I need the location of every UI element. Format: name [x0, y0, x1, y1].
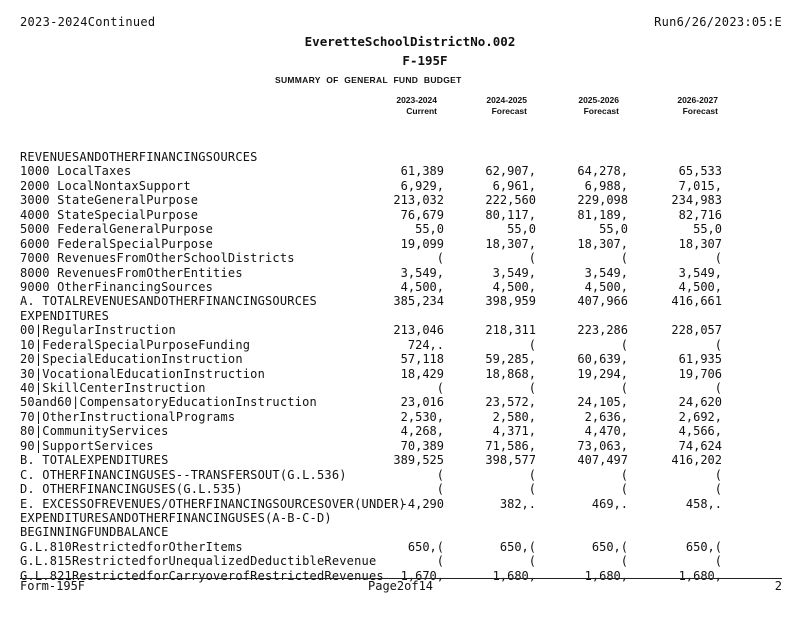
- table-row: [0, 439, 800, 453]
- row-value-col-4: 2,692,: [678, 409, 722, 424]
- row-value-col-1: 213,046: [393, 323, 444, 338]
- table-row: [0, 338, 800, 352]
- district-title: EveretteSchoolDistrictNo.002: [304, 34, 516, 49]
- row-value-col-1: (: [436, 554, 444, 569]
- row-value-col-2: 23,572,: [485, 395, 536, 410]
- table-row: [0, 497, 800, 511]
- table-row: [0, 323, 800, 337]
- table-row: [0, 280, 800, 294]
- row-value-col-1: (: [436, 381, 444, 395]
- table-row: [0, 237, 800, 251]
- row-value-col-1: 61,389: [400, 164, 444, 179]
- row-value-col-2: 59,285,: [485, 352, 536, 367]
- row-value-col-2: 18,868,: [485, 366, 536, 381]
- row-label: 30|VocationalEducationInstruction: [20, 366, 266, 381]
- column-subtitle: Forecast: [583, 106, 619, 116]
- row-value-col-1: 70,389: [400, 438, 444, 453]
- row-value-col-1: 389,525: [393, 453, 444, 468]
- row-label: 80|CommunityServices: [20, 424, 169, 439]
- column-header-2023-2024: [347, 95, 437, 117]
- row-label: G.L.815RestrictedforUnequalizedDeductibleRevenue: [20, 554, 377, 569]
- row-value-col-3: 4,500,: [584, 279, 628, 294]
- column-subtitle: Forecast: [682, 106, 718, 116]
- row-value-col-1: 3,549,: [400, 265, 444, 280]
- row-label: 90|SupportServices: [20, 438, 154, 453]
- row-value-col-2: 62,907,: [485, 164, 536, 179]
- table-row: [0, 554, 800, 568]
- table-row: [0, 208, 800, 222]
- row-value-col-4: 55,0: [693, 222, 722, 237]
- row-value-col-4: (: [714, 554, 722, 569]
- row-label: A. TOTALREVENUESANDOTHERFINANCINGSOURCES: [20, 294, 317, 309]
- form-footer-label: Form-195F: [20, 579, 86, 593]
- table-row: [0, 410, 800, 424]
- row-value-col-3: (: [620, 554, 628, 569]
- row-value-col-2: 6,961,: [492, 178, 536, 193]
- table-row: [0, 511, 800, 525]
- column-header-2025-2026: [529, 95, 619, 117]
- row-label: 2000 LocalNontaxSupport: [20, 178, 191, 193]
- table-row: [0, 164, 800, 178]
- column-year: 2023-2024: [396, 95, 437, 105]
- table-row: [0, 482, 800, 496]
- row-value-col-1: 57,118: [400, 352, 444, 367]
- row-label: REVENUESANDOTHERFINANCINGSOURCES: [20, 150, 258, 164]
- column-year: 2024-2025: [486, 95, 527, 105]
- row-value-col-4: 234,983: [671, 193, 722, 208]
- row-value-col-4: 228,057: [671, 323, 722, 338]
- table-row: [0, 193, 800, 207]
- row-value-col-4: 19,706: [678, 366, 722, 381]
- form-number: F-195F: [402, 53, 448, 68]
- table-row: [0, 540, 800, 554]
- row-value-col-1: -4,290: [400, 496, 444, 511]
- row-value-col-4: 7,015,: [678, 178, 722, 193]
- budget-table: [0, 150, 800, 583]
- row-value-col-3: 229,098: [577, 193, 628, 208]
- row-value-col-1: (: [436, 467, 444, 482]
- row-value-col-4: 458,.: [685, 496, 722, 511]
- column-header-2026-2027: [628, 95, 718, 117]
- table-row: [0, 266, 800, 280]
- row-value-col-1: 1,670,: [400, 568, 444, 583]
- column-year: 2025-2026: [578, 95, 619, 105]
- row-value-col-2: 398,577: [485, 453, 536, 468]
- row-value-col-1: 2,530,: [400, 409, 444, 424]
- row-value-col-2: 80,117,: [485, 207, 536, 222]
- row-value-col-2: 382,.: [499, 496, 536, 511]
- row-label: 6000 FederalSpecialPurpose: [20, 236, 214, 251]
- row-value-col-3: 73,063,: [577, 438, 628, 453]
- row-label: G.L.810RestrictedforOtherItems: [20, 539, 243, 554]
- row-label: D. OTHERFINANCINGUSES(G.L.535): [20, 482, 243, 497]
- row-value-col-4: 4,566,: [678, 424, 722, 439]
- row-value-col-3: 223,286: [577, 323, 628, 338]
- row-label: BEGINNINGFUNDBALANCE: [20, 525, 169, 540]
- row-value-col-3: 19,294,: [577, 366, 628, 381]
- row-value-col-4: (: [714, 381, 722, 395]
- row-value-col-4: (: [714, 467, 722, 482]
- row-value-col-3: 6,988,: [584, 178, 628, 193]
- report-continued-label: 2023-2024Continued: [20, 15, 156, 29]
- row-value-col-4: 650,(: [685, 539, 722, 554]
- row-value-col-2: (: [528, 381, 536, 395]
- row-value-col-2: 2,580,: [492, 409, 536, 424]
- row-value-col-2: (: [528, 554, 536, 569]
- row-value-col-3: 4,470,: [584, 424, 628, 439]
- row-value-col-1: 6,929,: [400, 178, 444, 193]
- table-row: [0, 309, 800, 323]
- row-value-col-2: 218,311: [485, 323, 536, 338]
- row-label: 8000 RevenuesFromOtherEntities: [20, 265, 243, 280]
- row-value-col-3: 24,105,: [577, 395, 628, 410]
- row-value-col-4: 74,624: [678, 438, 722, 453]
- row-value-col-1: 385,234: [393, 294, 444, 309]
- row-value-col-2: 4,500,: [492, 279, 536, 294]
- row-label: EXPENDITURES: [20, 308, 110, 323]
- row-value-col-4: 1,680,: [678, 568, 722, 583]
- row-value-col-1: 4,500,: [400, 279, 444, 294]
- row-value-col-4: 18,307: [678, 236, 722, 251]
- table-row: [0, 367, 800, 381]
- row-value-col-2: 650,(: [499, 539, 536, 554]
- row-value-col-1: 23,016: [400, 395, 444, 410]
- row-value-col-4: 416,202: [671, 453, 722, 468]
- row-label: 3000 StateGeneralPurpose: [20, 193, 199, 208]
- row-label: 40|SkillCenterInstruction: [20, 381, 206, 395]
- row-label: 10|FederalSpecialPurposeFunding: [20, 337, 251, 352]
- summary-title: SUMMARY OF GENERAL FUND BUDGET: [275, 75, 462, 85]
- row-value-col-4: (: [714, 251, 722, 266]
- row-value-col-3: 407,497: [577, 453, 628, 468]
- row-value-col-4: 24,620: [678, 395, 722, 410]
- row-value-col-1: 724,.: [407, 337, 444, 352]
- row-value-col-1: 19,099: [400, 236, 444, 251]
- row-value-col-3: 18,307,: [577, 236, 628, 251]
- table-row: [0, 179, 800, 193]
- column-subtitle: Current: [406, 106, 437, 116]
- row-value-col-3: (: [620, 482, 628, 497]
- row-value-col-3: (: [620, 251, 628, 266]
- row-value-col-4: 61,935: [678, 352, 722, 367]
- row-label: 1000 LocalTaxes: [20, 164, 132, 179]
- row-label: E. EXCESSOFREVENUES/OTHERFINANCINGSOURCESOVER(UNDER): [20, 496, 407, 511]
- row-value-col-2: 71,586,: [485, 438, 536, 453]
- row-value-col-3: 81,189,: [577, 207, 628, 222]
- row-label: C. OTHERFINANCINGUSES--TRANSFERSOUT(G.L.536): [20, 467, 347, 482]
- row-label: B. TOTALEXPENDITURES: [20, 453, 169, 468]
- page-index: 2: [774, 579, 782, 593]
- table-row: [0, 468, 800, 482]
- row-value-col-3: 650,(: [591, 539, 628, 554]
- table-row: [0, 222, 800, 236]
- row-label: EXPENDITURESANDOTHERFINANCINGUSES(A-B-C-D): [20, 510, 332, 525]
- row-value-col-2: 1,680,: [492, 568, 536, 583]
- row-value-col-3: 2,636,: [584, 409, 628, 424]
- row-value-col-4: 3,549,: [678, 265, 722, 280]
- row-value-col-1: 18,429: [400, 366, 444, 381]
- row-value-col-4: (: [714, 337, 722, 352]
- row-label: 70|OtherInstructionalPrograms: [20, 409, 236, 424]
- row-value-col-4: 416,661: [671, 294, 722, 309]
- row-value-col-4: (: [714, 482, 722, 497]
- row-value-col-3: 3,549,: [584, 265, 628, 280]
- table-row: [0, 294, 800, 308]
- row-label: 4000 StateSpecialPurpose: [20, 207, 199, 222]
- row-value-col-2: (: [528, 467, 536, 482]
- table-row: [0, 352, 800, 366]
- row-value-col-3: (: [620, 381, 628, 395]
- row-value-col-4: 65,533: [678, 164, 722, 179]
- row-label: 20|SpecialEducationInstruction: [20, 352, 243, 367]
- column-year: 2026-2027: [677, 95, 718, 105]
- row-value-col-4: 4,500,: [678, 279, 722, 294]
- row-value-col-2: 222,560: [485, 193, 536, 208]
- table-row: [0, 453, 800, 467]
- row-value-col-2: 3,549,: [492, 265, 536, 280]
- row-value-col-2: 18,307,: [485, 236, 536, 251]
- row-value-col-1: 55,0: [415, 222, 444, 237]
- table-row: [0, 381, 800, 395]
- row-value-col-2: (: [528, 251, 536, 266]
- row-label: 5000 FederalGeneralPurpose: [20, 222, 214, 237]
- row-value-col-2: (: [528, 482, 536, 497]
- row-label: 00|RegularInstruction: [20, 323, 176, 338]
- table-row: [0, 395, 800, 409]
- row-value-col-3: 1,680,: [584, 568, 628, 583]
- column-header-2024-2025: [437, 95, 527, 117]
- row-value-col-2: (: [528, 337, 536, 352]
- table-row: [0, 424, 800, 438]
- row-label: G.L.821RestrictedforCarryoverofRestrictedRevenues: [20, 568, 384, 583]
- page-number: Page2of14: [368, 579, 434, 593]
- row-value-col-1: 650,(: [407, 539, 444, 554]
- row-label: 7000 RevenuesFromOtherSchoolDistricts: [20, 251, 295, 266]
- row-value-col-1: (: [436, 251, 444, 266]
- row-value-col-1: 213,032: [393, 193, 444, 208]
- table-row: [0, 525, 800, 539]
- row-value-col-3: 55,0: [599, 222, 628, 237]
- row-value-col-3: 407,966: [577, 294, 628, 309]
- row-value-col-3: 469,.: [591, 496, 628, 511]
- row-value-col-2: 55,0: [507, 222, 536, 237]
- row-label: 9000 OtherFinancingSources: [20, 279, 214, 294]
- row-value-col-3: (: [620, 467, 628, 482]
- row-value-col-3: 64,278,: [577, 164, 628, 179]
- row-value-col-1: 4,268,: [400, 424, 444, 439]
- row-value-col-1: (: [436, 482, 444, 497]
- row-value-col-3: (: [620, 337, 628, 352]
- row-label: 50and60|CompensatoryEducationInstruction: [20, 395, 317, 410]
- column-subtitle: Forecast: [491, 106, 527, 116]
- row-value-col-4: 82,716: [678, 207, 722, 222]
- row-value-col-3: 60,639,: [577, 352, 628, 367]
- run-timestamp: Run6/26/2023:05:E: [654, 15, 782, 29]
- row-value-col-1: 76,679: [400, 207, 444, 222]
- row-value-col-2: 398,959: [485, 294, 536, 309]
- table-row: [0, 150, 800, 164]
- row-value-col-2: 4,371,: [492, 424, 536, 439]
- table-row: [0, 251, 800, 265]
